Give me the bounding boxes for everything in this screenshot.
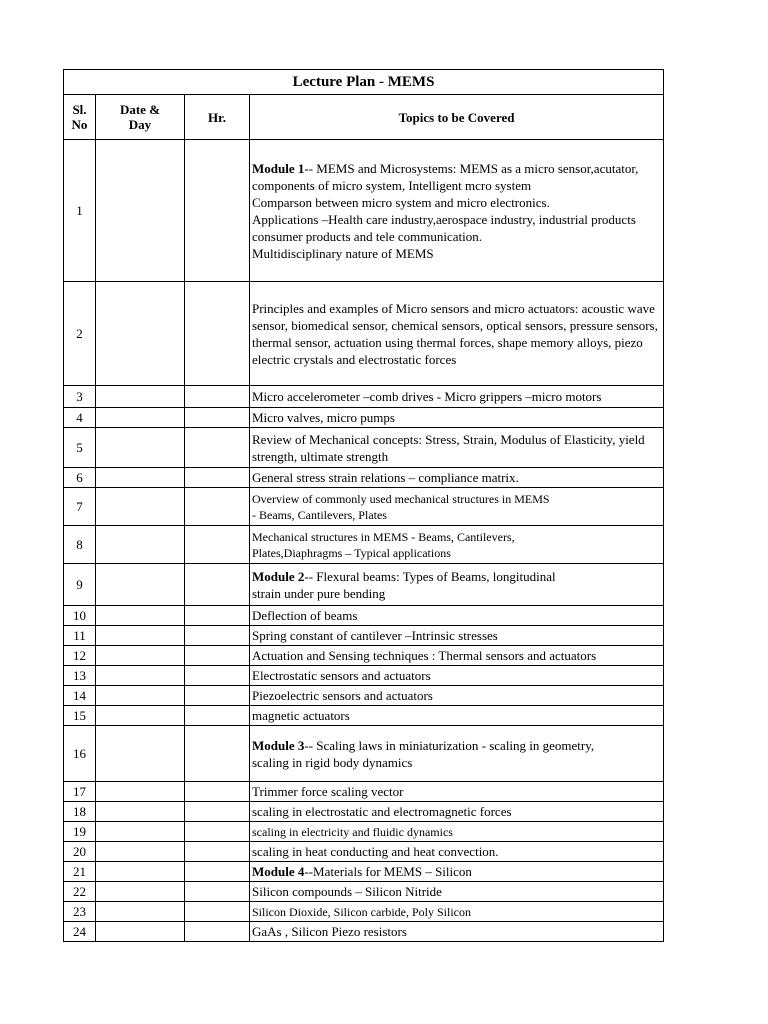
table-row <box>64 902 664 922</box>
topic-cell <box>250 822 664 842</box>
hours-cell <box>185 428 250 468</box>
topic-text: Mechanical structures in MEMS - Beams, Cantilevers, Plates,Diaphragms – Typical applications <box>252 529 515 560</box>
topic-text: Principles and examples of Micro sensors and micro actuators: acoustic wave sensor, biomedical sensor, chemical sensors, optical sensors, pressure sensors, thermal sensor, actuation using thermal forces, shape memory alloys, piezo electric crystals and electrostatic forces <box>252 300 658 367</box>
module-label: Module 3 <box>252 737 305 753</box>
date-day-cell <box>96 408 185 428</box>
row-number: 18 <box>64 802 96 822</box>
topic-text: -- Flexural beams: Types of Beams, longitudinal strain under pure bending <box>252 568 556 601</box>
date-day-cell <box>96 822 185 842</box>
table-row <box>64 802 664 822</box>
row-number: 14 <box>64 686 96 706</box>
topic-text: General stress strain relations – compliance matrix. <box>252 470 519 485</box>
table-row <box>64 386 664 408</box>
row-number: 16 <box>64 726 96 782</box>
topic-cell <box>250 606 664 626</box>
date-day-cell <box>96 706 185 726</box>
hours-cell <box>185 526 250 564</box>
topic-cell <box>250 140 664 282</box>
date-day-cell <box>96 882 185 902</box>
row-number: 10 <box>64 606 96 626</box>
date-day-cell <box>96 686 185 706</box>
row-number: 1 <box>64 140 96 282</box>
date-day-cell <box>96 902 185 922</box>
hours-cell <box>185 922 250 942</box>
topic-text: Micro accelerometer –comb drives - Micro grippers –micro motors <box>252 389 602 404</box>
topic-text: --Materials for MEMS – Silicon <box>304 864 472 879</box>
topic-cell <box>250 686 664 706</box>
lecture-plan-table <box>63 69 664 942</box>
table-row <box>64 666 664 686</box>
date-day-cell <box>96 282 185 386</box>
topic-cell <box>250 902 664 922</box>
topic-text: Electrostatic sensors and actuators <box>252 668 431 683</box>
date-day-cell <box>96 428 185 468</box>
topic-text: Silicon Dioxide, Silicon carbide, Poly Silicon <box>252 904 471 919</box>
hours-cell <box>185 408 250 428</box>
hours-cell <box>185 606 250 626</box>
topic-cell <box>250 802 664 822</box>
topic-cell <box>250 666 664 686</box>
topic-text: scaling in electrostatic and electromagnetic forces <box>252 804 512 819</box>
row-number: 11 <box>64 626 96 646</box>
hours-cell <box>185 882 250 902</box>
topic-cell <box>250 468 664 488</box>
table-row <box>64 526 664 564</box>
date-day-cell <box>96 488 185 526</box>
hours-cell <box>185 802 250 822</box>
date-day-cell <box>96 862 185 882</box>
date-day-cell <box>96 922 185 942</box>
hours-cell <box>185 488 250 526</box>
topic-cell <box>250 862 664 882</box>
hours-cell <box>185 140 250 282</box>
date-day-cell <box>96 564 185 606</box>
topic-text: Trimmer force scaling vector <box>252 784 404 799</box>
header-date-day: Date & Day <box>96 95 185 140</box>
hours-cell <box>185 282 250 386</box>
module-label: Module 2 <box>252 568 305 584</box>
topic-cell <box>250 408 664 428</box>
topic-text: magnetic actuators <box>252 708 350 723</box>
table-row <box>64 606 664 626</box>
table-row <box>64 706 664 726</box>
topic-text: GaAs , Silicon Piezo resistors <box>252 924 407 939</box>
hours-cell <box>185 902 250 922</box>
topic-text: -- MEMS and Microsystems: MEMS as a micro sensor,acutator, components of micro system, Intelligent mcro system Comparson between micro system and micro electronics. Applications –Health care industry,aerospace industry, industrial products consumer products and tele communication. Multidisciplinary nature of MEMS <box>252 160 639 261</box>
topic-text: Review of Mechanical concepts: Stress, Strain, Modulus of Elasticity, yield strength, ultimate strength <box>252 431 645 464</box>
hours-cell <box>185 822 250 842</box>
row-number: 22 <box>64 882 96 902</box>
topic-cell <box>250 564 664 606</box>
table-row <box>64 842 664 862</box>
table-row <box>64 428 664 468</box>
topic-text: scaling in electricity and fluidic dynamics <box>252 824 453 839</box>
table-title: Lecture Plan - MEMS <box>64 70 664 95</box>
table-row <box>64 468 664 488</box>
topic-text: scaling in heat conducting and heat convection. <box>252 844 499 859</box>
hours-cell <box>185 862 250 882</box>
hours-cell <box>185 626 250 646</box>
row-number: 12 <box>64 646 96 666</box>
date-day-cell <box>96 526 185 564</box>
table-row <box>64 822 664 842</box>
date-day-cell <box>96 842 185 862</box>
topic-cell <box>250 428 664 468</box>
table-row <box>64 922 664 942</box>
hours-cell <box>185 842 250 862</box>
table-row <box>64 882 664 902</box>
hours-cell <box>185 386 250 408</box>
row-number: 20 <box>64 842 96 862</box>
date-day-cell <box>96 666 185 686</box>
row-number: 17 <box>64 782 96 802</box>
row-number: 5 <box>64 428 96 468</box>
table-body <box>64 140 664 942</box>
hours-cell <box>185 468 250 488</box>
date-day-cell <box>96 626 185 646</box>
row-number: 24 <box>64 922 96 942</box>
table-row <box>64 686 664 706</box>
module-label: Module 1 <box>252 160 305 176</box>
hours-cell <box>185 726 250 782</box>
table-row <box>64 726 664 782</box>
topic-text: -- Scaling laws in miniaturization - scaling in geometry, scaling in rigid body dynamics <box>252 737 595 770</box>
row-number: 19 <box>64 822 96 842</box>
topic-text: Overview of commonly used mechanical structures in MEMS - Beams, Cantilevers, Plates <box>252 491 550 522</box>
topic-cell <box>250 882 664 902</box>
date-day-cell <box>96 802 185 822</box>
row-number: 7 <box>64 488 96 526</box>
date-day-cell <box>96 386 185 408</box>
hours-cell <box>185 706 250 726</box>
topic-cell <box>250 488 664 526</box>
topic-cell <box>250 646 664 666</box>
row-number: 6 <box>64 468 96 488</box>
table-row <box>64 488 664 526</box>
row-number: 8 <box>64 526 96 564</box>
table-row <box>64 782 664 802</box>
topic-cell <box>250 282 664 386</box>
row-number: 15 <box>64 706 96 726</box>
module-label: Module 4 <box>252 864 305 879</box>
row-number: 13 <box>64 666 96 686</box>
table-row <box>64 140 664 282</box>
date-day-cell <box>96 606 185 626</box>
date-day-cell <box>96 646 185 666</box>
row-number: 9 <box>64 564 96 606</box>
hours-cell <box>185 686 250 706</box>
topic-text: Deflection of beams <box>252 608 358 623</box>
header-sl-no: Sl. No <box>64 95 96 140</box>
topic-cell <box>250 526 664 564</box>
hours-cell <box>185 646 250 666</box>
header-topics: Topics to be Covered <box>250 95 664 140</box>
table-row <box>64 282 664 386</box>
topic-text: Piezoelectric sensors and actuators <box>252 688 433 703</box>
table-row <box>64 862 664 882</box>
header-hours: Hr. <box>185 95 250 140</box>
topic-text: Micro valves, micro pumps <box>252 410 395 425</box>
date-day-cell <box>96 726 185 782</box>
topic-cell <box>250 706 664 726</box>
topic-cell <box>250 842 664 862</box>
topic-cell <box>250 726 664 782</box>
hours-cell <box>185 564 250 606</box>
row-number: 2 <box>64 282 96 386</box>
row-number: 4 <box>64 408 96 428</box>
hours-cell <box>185 666 250 686</box>
date-day-cell <box>96 140 185 282</box>
table-row <box>64 646 664 666</box>
row-number: 23 <box>64 902 96 922</box>
topic-cell <box>250 386 664 408</box>
table-row <box>64 408 664 428</box>
row-number: 3 <box>64 386 96 408</box>
topic-cell <box>250 922 664 942</box>
row-number: 21 <box>64 862 96 882</box>
table-row <box>64 626 664 646</box>
table-row <box>64 564 664 606</box>
topic-text: Spring constant of cantilever –Intrinsic stresses <box>252 628 498 643</box>
header-row <box>64 95 664 140</box>
topic-cell <box>250 626 664 646</box>
topic-text: Silicon compounds – Silicon Nitride <box>252 884 442 899</box>
hours-cell <box>185 782 250 802</box>
topic-cell <box>250 782 664 802</box>
topic-text: Actuation and Sensing techniques : Thermal sensors and actuators <box>252 648 597 663</box>
date-day-cell <box>96 468 185 488</box>
date-day-cell <box>96 782 185 802</box>
